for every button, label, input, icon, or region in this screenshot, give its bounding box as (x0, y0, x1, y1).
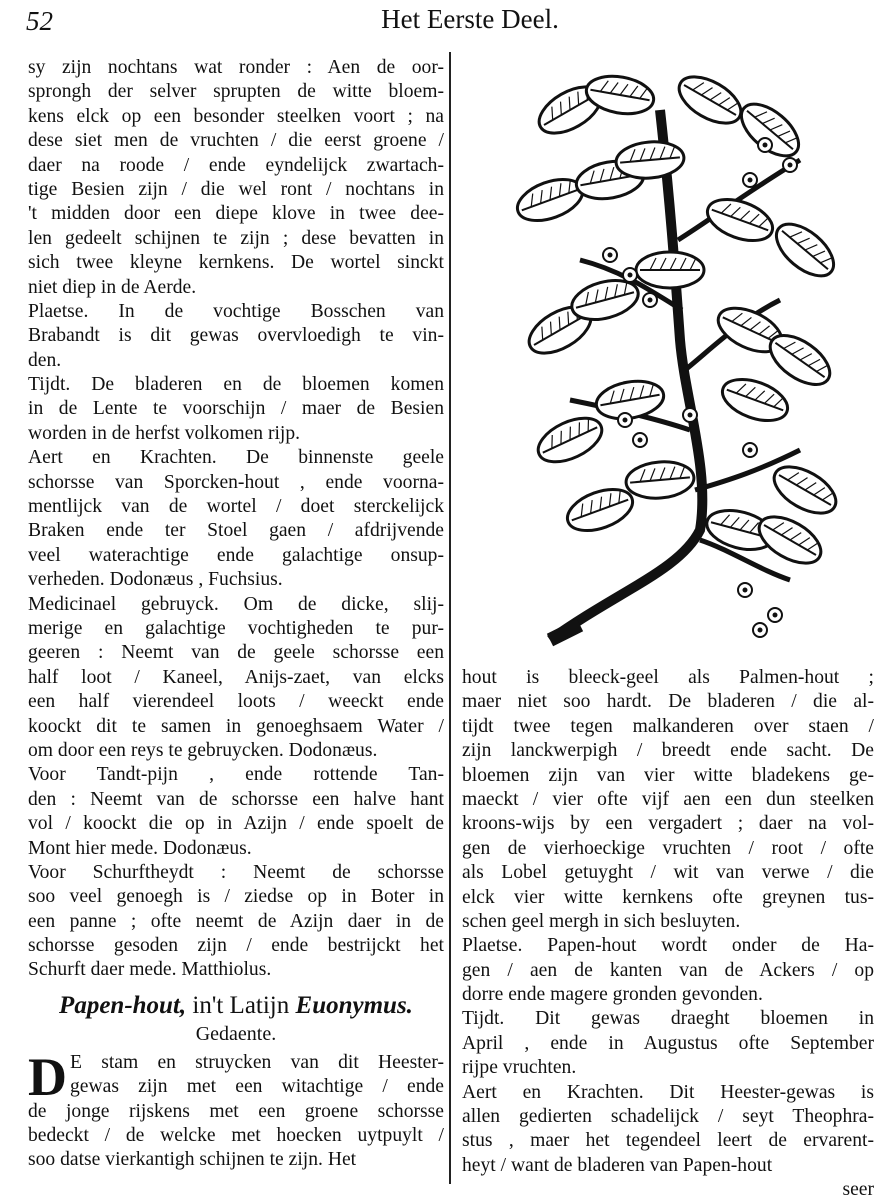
text-line: bloemen zijn van vier witte bladekens ge- (462, 764, 874, 786)
text-line: soo datse vierkantigh schijnen te zijn. Het (28, 1149, 357, 1171)
text-line: den : Neemt van de schorsse een halve hant (28, 788, 444, 810)
text-line: merige en galachtige vochtigheden te pur- (28, 617, 444, 639)
catchword: seer (842, 1179, 874, 1201)
text-line: een panne ; ofte neemt de Azijn daer in de (28, 910, 444, 932)
text-line: stus , maer het tegendeel leert de ervarent- (462, 1130, 874, 1152)
heading-plant-name: Papen-hout, (59, 991, 187, 1019)
text-line: gewas zijn met een witachtige / ende (70, 1076, 444, 1098)
text-line: koockt dit te samen in genoeghsaem Water / (28, 715, 444, 737)
right-column (462, 666, 874, 1203)
text-line: Braken ende ter Stoel gaen / afdrijvende (28, 520, 444, 542)
text-line: Tijdt. De bladeren en de bloemen komen (28, 374, 444, 396)
text-line: Voor Schurftheydt : Neemt de schorsse (28, 861, 444, 883)
text-line: tijdt twee tegen malkanderen over staen / (462, 715, 874, 737)
text-line: sprongh der selver sprupten de witte bloem- (28, 81, 444, 103)
text-line: len gedeelt schijnen te zijn ; dese bevatten in (28, 227, 444, 249)
text-line: kens elck op een besonder steelken voort ; na (28, 105, 444, 127)
text-line: Aert en Krachten. Dit Heester-gewas is (462, 1081, 874, 1103)
text-line: maer niet soo hardt. De bladeren / die al- (462, 691, 874, 713)
text-line: Voor Tandt-pijn , ende rottende Tan- (28, 764, 444, 786)
text-line: worden in de herfst volkomen rijp. (28, 422, 301, 444)
text-line: een half vierendeel loots / weeckt ende (28, 691, 444, 713)
plant-flower-center (748, 448, 753, 453)
section-subheading: Gedaente. (195, 1022, 277, 1045)
plant-flower-center (758, 628, 763, 633)
text-line: rijpe vruchten. (462, 1057, 577, 1079)
plant-flower-center (608, 253, 613, 258)
plant-flower-center (773, 613, 778, 618)
text-line: Aert en Krachten. De binnenste geele (28, 447, 444, 469)
text-line: April , ende in Augustus ofte September (462, 1032, 874, 1054)
text-line: tige Besien zijn / die wel ront / nochtans in (28, 178, 444, 200)
text-line: zijn lanckwerpigh / breedt ende sacht. De (462, 740, 874, 762)
plant-flower-center (743, 588, 748, 593)
text-line: kroons-wijs by een vergadert ; daer na vol- (462, 813, 874, 835)
text-line: Tijdt. Dit gewas draeght bloemen in (462, 1008, 874, 1030)
text-line: E stam en struycken van dit Heester- (70, 1051, 444, 1073)
paragraph-gedaente (28, 1046, 444, 1173)
text-line: als Lobel getuyght / wit van verwe / die (462, 862, 874, 884)
text-line: gen / aen de kanten van de Ackers / op (462, 959, 874, 981)
plant-flower-center (748, 178, 753, 183)
paragraph-tijdt-right (462, 1007, 874, 1080)
text-line: den. (28, 349, 62, 371)
text-line: de jonge rijskens met een groene schorsse (28, 1100, 444, 1122)
text-line: Plaetse. Papen-hout wordt onder de Ha- (462, 935, 874, 957)
plant-flower-center (788, 163, 793, 168)
plant-stem-base (550, 625, 580, 640)
plant-flower-center (638, 438, 643, 443)
text-line: schorsse van Sporcken-hout , ende voorna- (28, 471, 444, 493)
heading-connector: in't Latijn (186, 991, 296, 1019)
gedaente-lines (28, 1046, 444, 1173)
text-line: niet diep in de Aerde. (28, 276, 197, 298)
text-line: daer na roode / ende eyndelijck zwartach- (28, 154, 444, 176)
plant-flower-center (688, 413, 693, 418)
text-line: Brabandt is dit gewas overvloedigh te vin- (28, 325, 444, 347)
left-column (28, 56, 444, 1173)
text-line: bedeckt / de welcke met hoecken uytpuylt / (28, 1125, 444, 1147)
plant-leaf (672, 70, 749, 133)
page-number: 52 (26, 6, 53, 36)
text-line: dese siet men de vruchten / die eerst groene / (28, 130, 444, 152)
section-heading-papen-hout (28, 991, 444, 1021)
text-line: mentlijck van de wortel / doet sterckelijck (28, 496, 444, 518)
text-line: gen de vierhoeckige vruchten / root / ofte (462, 837, 874, 859)
text-line: schorsse gesoden zijn / ende bestrijckt het (28, 935, 444, 957)
text-line: half loot / Kaneel, Anijs-zaet, van elcks (28, 666, 444, 688)
plant-woodcut-illustration (510, 70, 840, 650)
text-line: sich twee kleyne kernkens. De wortel sinckt (28, 252, 444, 274)
paragraph-tandt-pijn (28, 763, 444, 861)
text-line: sy zijn nochtans wat ronder : Aen de oor- (28, 57, 444, 78)
heading-latin-name: Euonymus. (295, 991, 413, 1019)
text-line: om door een reys te gebruycken. Dodonæus. (28, 739, 378, 761)
paragraph-aert-en-krachten (28, 446, 444, 592)
column-divider (449, 52, 451, 1184)
text-line: schen geel mergh in sich besluyten. (462, 910, 741, 932)
text-line: allen gedierten schadelijck / seyt Theophra- (462, 1106, 874, 1128)
text-line: soo veel genoegh is / ziedse op in Boter in (28, 886, 444, 908)
text-line: 't midden door een diepe klove in twee dee- (28, 203, 444, 225)
text-line: vol / koockt die op in Azijn / ende spoelt de (28, 813, 444, 835)
paragraph-description-cont (462, 666, 874, 934)
text-line: in de Lente te voorschijn / maer de Besien (28, 398, 444, 420)
paragraph-plaetse-right (462, 934, 874, 1007)
drop-cap: D (28, 1046, 67, 1107)
text-line: heyt / want de bladeren van Papen-hout (462, 1154, 773, 1176)
text-line: elck vier witte kernkens ofte greynen tus- (462, 886, 874, 908)
running-title: Het Eerste Deel. (381, 4, 559, 34)
text-line: Medicinael gebruyck. Om de dicke, slij- (28, 593, 444, 615)
plant-flower-center (623, 418, 628, 423)
text-line: hout is bleeck-geel als Palmen-hout ; (462, 667, 874, 688)
paragraph-aert-right (462, 1081, 874, 1179)
text-line: Plaetse. In de vochtige Bosschen van (28, 300, 444, 322)
plant-flower-center (628, 273, 633, 278)
paragraph-tijdt (28, 373, 444, 446)
text-line: Mont hier mede. Dodonæus. (28, 837, 252, 859)
paragraph-schurftheydt (28, 861, 444, 983)
text-line: maeckt / vier ofte vijf aen een dun steelken (462, 788, 874, 810)
paragraph-plaetse (28, 300, 444, 373)
text-line: veel waterachtige ende galachtige onsup- (28, 544, 444, 566)
text-line: geeren : Neemt van de geele schorsse een (28, 642, 444, 664)
text-line: Schurft daer mede. Matthiolus. (28, 959, 272, 981)
paragraph-medicinael-gebruyck (28, 593, 444, 764)
plant-flower-center (763, 143, 768, 148)
plant-flower-center (648, 298, 653, 303)
text-line: verheden. Dodonæus , Fuchsius. (28, 569, 283, 591)
paragraph-description-end (28, 56, 444, 300)
text-line: dorre ende magere gronden gevonden. (462, 984, 763, 1006)
